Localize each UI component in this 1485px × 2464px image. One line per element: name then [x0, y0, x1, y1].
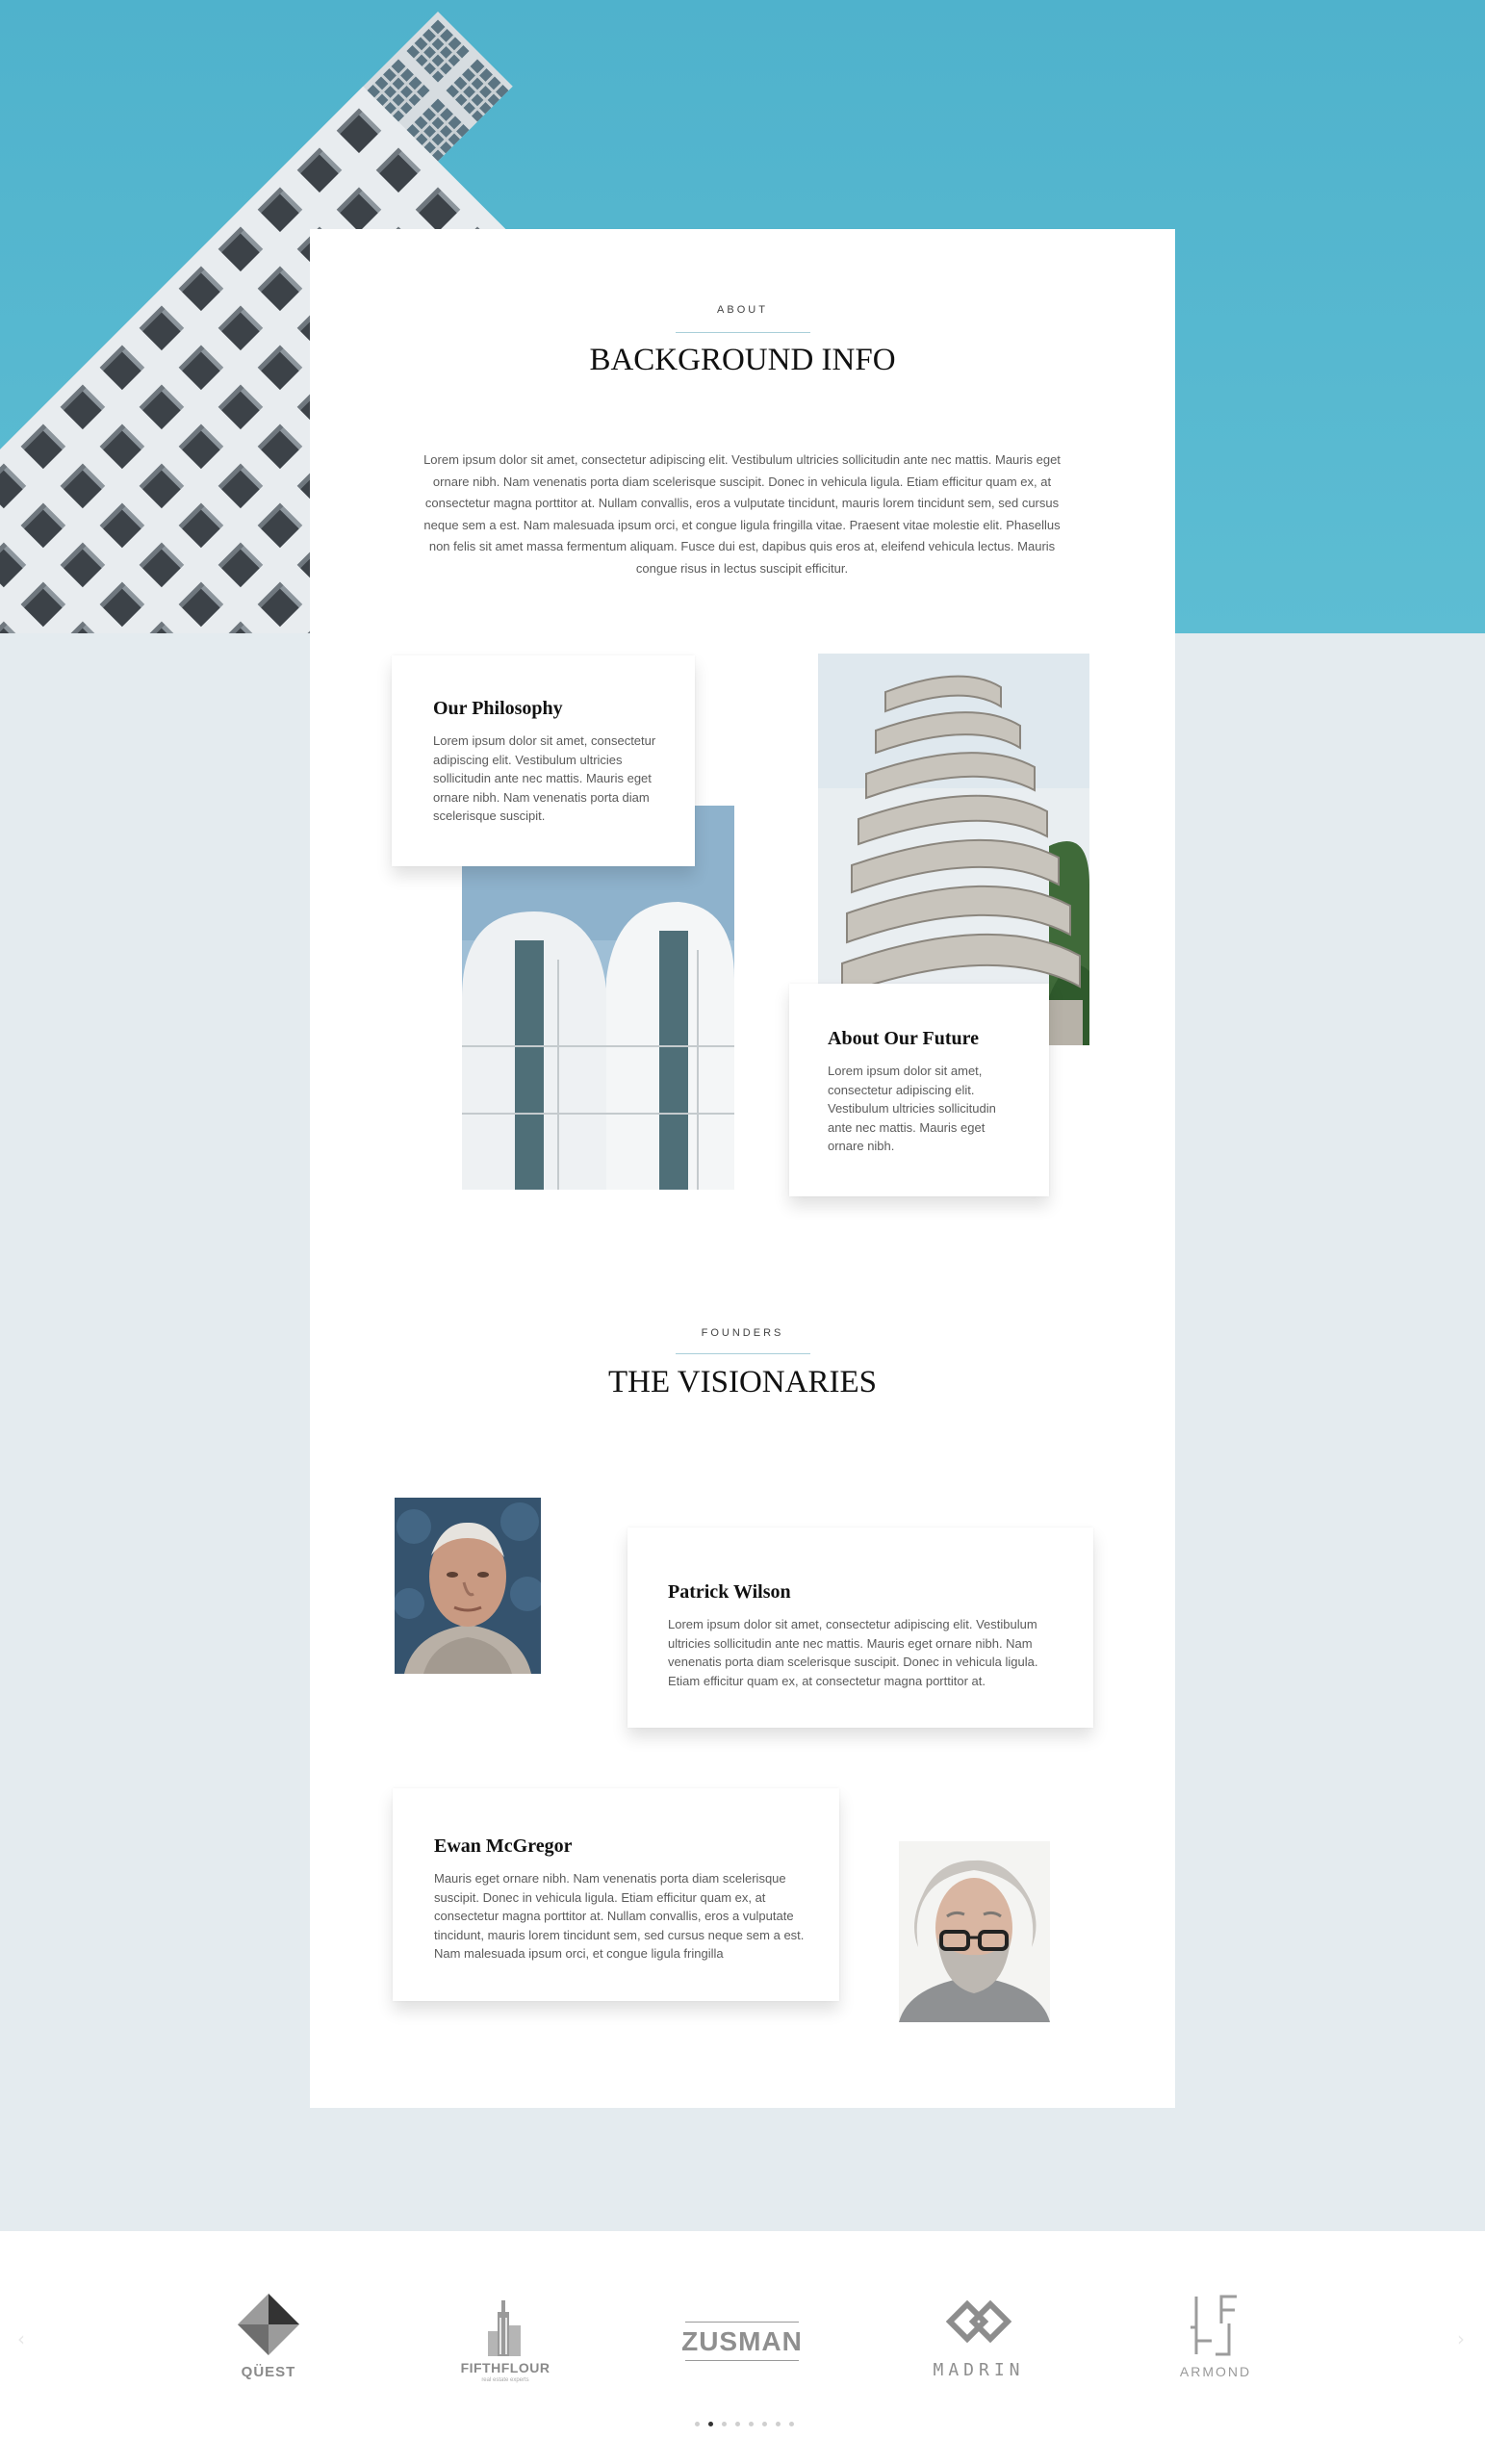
founders-title: THE VISIONARIES	[608, 1365, 877, 1399]
carousel-dot[interactable]	[735, 2422, 740, 2426]
patrick-wilson-portrait	[395, 1498, 541, 1674]
partner-logos-carousel	[0, 2231, 1485, 2464]
carousel-next-button[interactable]: ›	[1457, 2327, 1465, 2350]
carousel-dot[interactable]	[762, 2422, 767, 2426]
logo-madrin[interactable]	[902, 2289, 1056, 2395]
ewan-mcgregor-card	[393, 1788, 839, 2001]
ewan-mcgregor-portrait	[899, 1841, 1050, 2022]
patrick-wilson-bio: Lorem ipsum dolor sit amet, consectetur adipiscing elit. Vestibulum ultricies sollicitudin ante nec mattis. Mauris eget ornare nibh. Nam venenatis porta diam scelerisque suscipit. Donec in vehicula ligula. Etiam efficitur quam ex, at consectetur magna porttitor at.	[668, 1617, 1038, 1688]
carousel-dot[interactable]	[722, 2422, 727, 2426]
logo-zusman[interactable]	[665, 2289, 819, 2395]
logo-fifthflour-tagline: real estate experts	[481, 2377, 529, 2383]
future-title: About Our Future	[828, 1028, 980, 1049]
logo-quest-label: QÜEST	[241, 2364, 296, 2380]
future-text: Lorem ipsum dolor sit amet, consectetur adipiscing elit. Vestibulum ultricies sollicitudin ante nec mattis. Mauris eget ornare nibh.	[828, 1064, 996, 1153]
zusman-rule-bottom	[685, 2360, 799, 2361]
patrick-wilson-name: Patrick Wilson	[668, 1581, 791, 1603]
about-divider	[676, 332, 810, 333]
about-title: BACKGROUND INFO	[589, 343, 896, 377]
carousel-dot[interactable]	[695, 2422, 700, 2426]
founders-divider	[676, 1353, 810, 1354]
ewan-mcgregor-bio: Mauris eget ornare nibh. Nam venenatis porta diam scelerisque suscipit. Donec in vehicula ligula. Etiam efficitur quam ex, at consectetur magna porttitor at. Nullam convallis, eros a vulputate tincidunt, mauris lorem tincidunt sem, sed cursus neque sem a est. Nam malesuada ipsum orci, et congue ligula fringilla	[434, 1871, 805, 1961]
logo-zusman-label: ZUSMAN	[681, 2326, 803, 2356]
carousel-dot-active[interactable]	[708, 2422, 713, 2426]
logo-fifthflour[interactable]	[428, 2289, 582, 2395]
zusman-rule-top	[685, 2322, 799, 2323]
philosophy-text: Lorem ipsum dolor sit amet, consectetur adipiscing elit. Vestibulum ultricies sollicitudin ante nec mattis. Mauris eget ornare nibh. Nam venenatis porta diam scelerisque suscipit.	[433, 733, 656, 823]
tower-logo-icon	[481, 2298, 529, 2356]
logo-quest[interactable]	[192, 2289, 346, 2395]
logo-fifthflour-label: FIFTHFLOUR	[460, 2360, 550, 2375]
carousel-dot[interactable]	[749, 2422, 754, 2426]
founders-eyebrow: FOUNDERS	[701, 1327, 784, 1339]
about-intro-text: Lorem ipsum dolor sit amet, consectetur adipiscing elit. Vestibulum ultricies sollicitudin ante nec mattis. Mauris eget ornare nibh. Nam venenatis porta diam scelerisque suscipit. Donec in vehicula ligula. Etiam efficitur quam ex, at consectetur magna porttitor at. Nullam convallis, eros a vulputate tincidunt, mauris lorem tincidunt sem, sed cursus neque sem a est. Nam malesuada ipsum orci, et congue ligula fringilla vitae. Praesent vitae molestie elit. Phasellus non felis sit amet massa fermentum aliquam. Fusce dui est, dapibus quis eros at, eleifend vehicula lectus. Mauris congue risus in lectus suscipit efficitur.	[423, 452, 1061, 576]
diamond-logo-icon	[235, 2291, 302, 2358]
future-card	[789, 984, 1049, 1196]
carousel-dot[interactable]	[776, 2422, 781, 2426]
logo-armond-label: ARMOND	[1179, 2364, 1252, 2379]
carousel-prev-button[interactable]: ‹	[17, 2327, 25, 2350]
ewan-mcgregor-name: Ewan McGregor	[434, 1835, 573, 1857]
patrick-wilson-card	[627, 1527, 1093, 1728]
content-card	[310, 229, 1175, 2108]
link-logo-icon	[944, 2298, 1013, 2347]
letters-logo-icon	[1187, 2295, 1244, 2356]
logo-madrin-label: MADRIN	[933, 2360, 1025, 2380]
logo-armond[interactable]	[1139, 2289, 1293, 2395]
carousel-dot[interactable]	[789, 2422, 794, 2426]
philosophy-title: Our Philosophy	[433, 698, 563, 719]
about-eyebrow: ABOUT	[717, 304, 768, 316]
philosophy-card	[392, 655, 695, 866]
